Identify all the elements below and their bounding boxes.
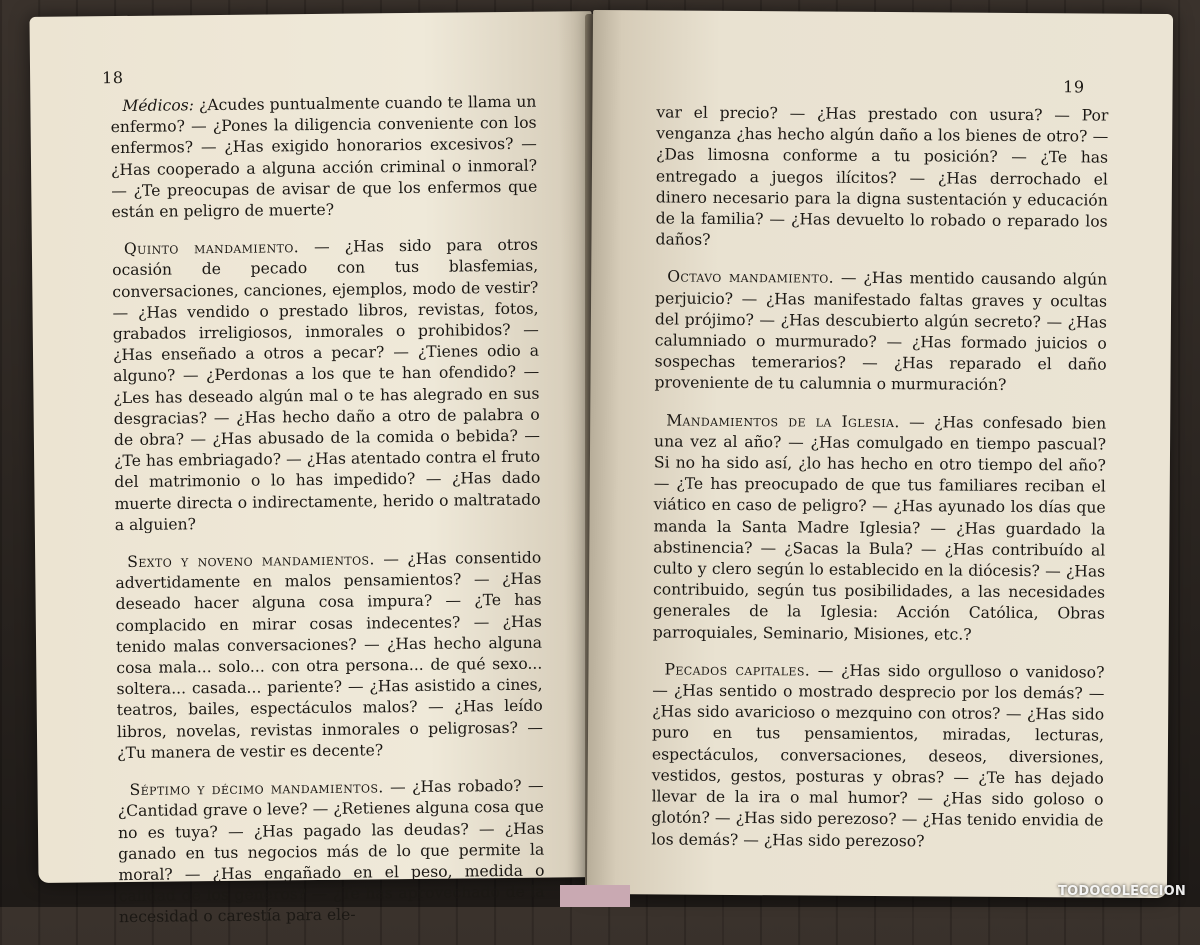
paragraph-octavo-mandamiento (654, 267, 1107, 397)
left-page (29, 11, 600, 927)
paragraph-heading: Médicos: (122, 96, 195, 115)
right-page-text (651, 102, 1108, 869)
paragraph-mandamientos-iglesia (653, 410, 1107, 646)
left-page-text (110, 92, 545, 945)
paragraph-septimo-decimo (117, 776, 545, 929)
paragraph-continuation (655, 102, 1108, 254)
paragraph-body: — ¿Has sido orgulloso o vanidoso? — ¿Has sentido o mostrado desprecio por los demás? — ¿Has sido avaricioso o mezquino con otros? — ¿Has sido puro en tus pensamientos, miradas, lecturas, espectáculos, conversaciones, deseos, diversiones, vestidos, gestos, posturas y obras? — ¿Te has dejado llevar de la ira o mal humor? — ¿Has sido goloso o glotón? — ¿Has sido perezoso? — ¿Has tenido envidia de los demás? — ¿Has sido perezoso? (651, 661, 1105, 850)
paragraph-heading: Pecados capitales. (664, 660, 811, 680)
paragraph-heading: Octavo mandamiento. (667, 267, 835, 288)
paragraph-body: — ¿Has robado? — ¿Cantidad grave o leve? — ¿Retienes alguna cosa que no es tuya? — ¿Has pagado las deudas? — ¿Has ganado en tus negocios más de lo que permite la moral? — ¿Has engañado en el peso, medida o calidad de los géneros? — ¿Te has aprovechado de la necesidad o carestía para ele- (117, 776, 545, 927)
paragraph-body: — ¿Has consentido advertidamente en malos pensamientos? — ¿Has deseado hacer alguna cosa impura? — ¿Te has complacido en mirar cosas indecentes? — ¿Has tenido malas conversaciones? — ¿Has hecho alguna cosa mala... solo... con otra persona... de qué sexo... soltera... casada... pariente? — ¿Has asistido a cines, teatros, bailes, espectáculos malos? — ¿Has leído libros, novelas, revistas inmorales o peligrosas? — ¿Tu manera de vestir es decente? (115, 548, 544, 762)
paragraph-pecados-capitales (651, 659, 1104, 853)
watermark: TODOCOLECCION (1058, 884, 1186, 899)
page-number-right: 19 (1063, 77, 1085, 97)
paragraph-medicos (110, 92, 537, 224)
paragraph-body: var el precio? — ¿Has prestado con usura? — Por venganza ¿has hecho algún daño a los bienes de otro? — ¿Das limosna conforme a tu posición? — ¿Te has entregado a juegos ilícitos? — ¿Has derrochado el dinero necesario para la digna sustentación y educación de la familia? — ¿Has devuelto lo robado o reparado los daños? (655, 103, 1109, 250)
right-page (587, 10, 1173, 898)
paragraph-quinto-mandamiento (112, 235, 541, 536)
paragraph-body: — ¿Has confesado bien una vez al año? — ¿Has comulgado en tiempo pascual? Si no ha sido así, ¿lo has hecho en otro tiempo del año? — ¿Te has preocupado de que tus familiares reciban el viático en caso de peligro? — ¿Has ayunado los días que manda la Santa Madre Iglesia? — ¿Has guardado la abstinencia? — ¿Sacas la Bula? — ¿Has contribuído al culto y clero según lo establecido en la diócesis? — ¿Has contribuido, según tus posibilidades, a las necesidades generales de la Iglesia: Acción Católica, Obras parroquiales, Seminario, Misiones, etc.? (652, 412, 1107, 644)
paragraph-body: — ¿Has sido para otros ocasión de pecado con tus blasfemias, conversaciones, canciones, ejemplos, modo de vestir? — ¿Has vendido o prestado libros, revistas, fotos, grabados irreligiosos, inmorales o prohibidos? — ¿Has enseñado a otros a pecar? — ¿Tienes odio a alguno? — ¿Perdonas a los que te han ofendido? — ¿Les has deseado algún mal o te has alegrado en sus desgracias? — ¿Has hecho daño a otro de palabra o de obra? — ¿Has abusado de la comida o bebida? — ¿Te has embriagado? — ¿Has atentado contra el fruto del matrimonio o lo has impedido? — ¿Has dado muerte directa o indirectamente, herido o maltratado a alguien? (112, 235, 541, 534)
paragraph-heading: Sexto y noveno mandamientos. (127, 550, 375, 572)
paragraph-sexto-noveno (115, 548, 543, 764)
paragraph-heading: Mandamientos de la Iglesia. (666, 411, 900, 431)
paragraph-heading: Quinto mandamiento. (123, 238, 300, 259)
paragraph-heading: Séptimo y décimo mandamientos. (129, 778, 384, 800)
page-number-left: 18 (102, 67, 124, 88)
background-strip (560, 885, 630, 907)
paragraph-body: ¿Acudes puntualmente cuando te llama un enfermo? — ¿Pones la diligencia conveniente con los enfermos? — ¿Has exigido honorarios excesivos? — ¿Has cooperado a alguna acción criminal o inmoral? — ¿Te preocupas de avisar de que los enfermos que están en peligro de muerte? (110, 92, 538, 222)
paragraph-body: — ¿Has mentido causando algún perjuicio? — ¿Has manifestado faltas graves y ocultas del prójimo? — ¿Has descubierto algún secreto? — ¿Has calumniado o murmurado? — ¿Has formado juicios o sospechas temerarios? — ¿Has reparado el daño proveniente de tu calumnia o murmuración? (654, 269, 1108, 395)
